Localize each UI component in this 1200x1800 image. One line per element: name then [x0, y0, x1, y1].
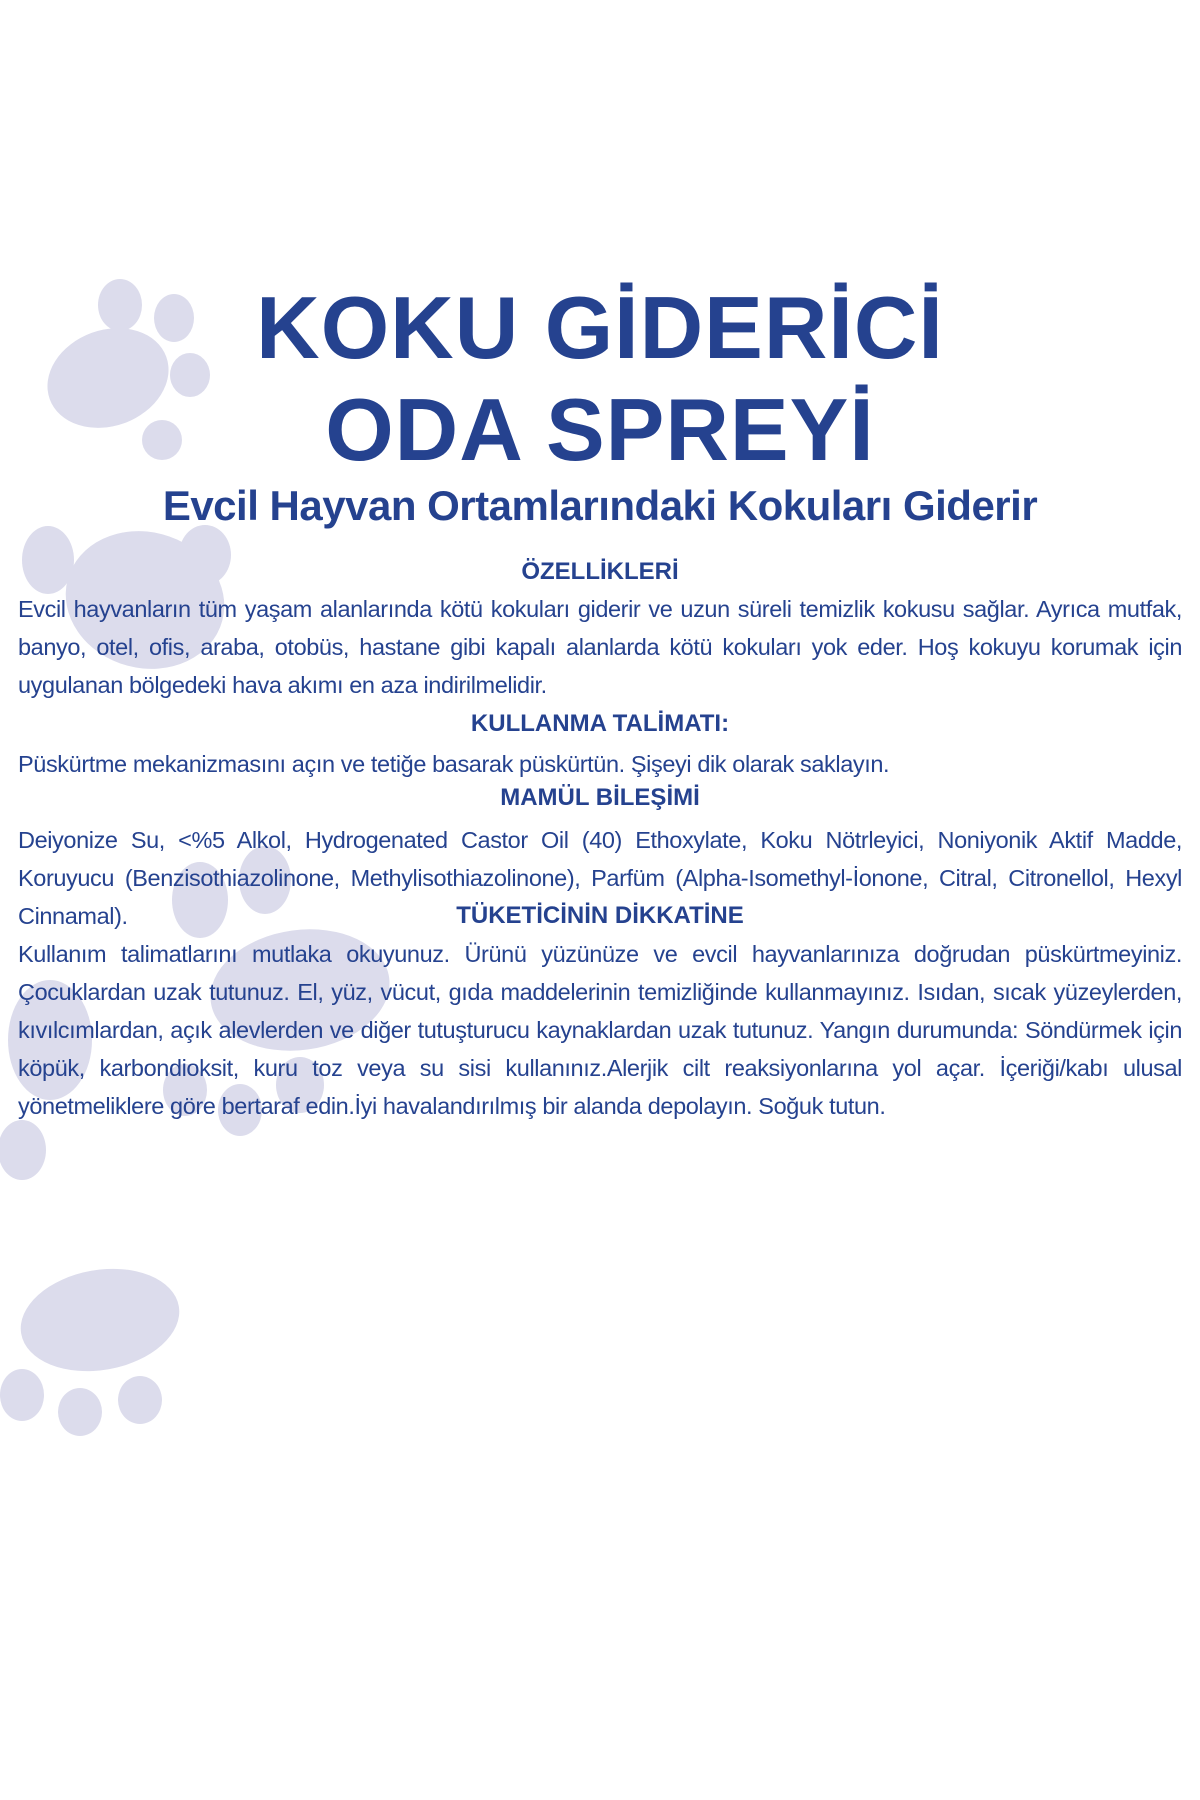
features-heading: ÖZELLİKLERİ — [521, 558, 679, 585]
features-text: Evcil hayvanların tüm yaşam alanlarında kötü kokuları giderir ve uzun süreli temizlik kokusu sağlar. Ayrıca mutfak, banyo, otel, ofis, araba, otobüs, hastane gibi kapalı alanlarda kötü kokuları yok eder. Hoş kokuyu korumak için uygulanan bölgedeki hava akımı en aza indirilmelidir. — [18, 596, 1182, 698]
composition-heading: MAMÜL BİLEŞİMİ — [500, 784, 700, 811]
paw-print-icon — [0, 1257, 187, 1436]
usage-text: Püskürtme mekanizmasını açın ve tetiğe basarak püskürtün. Şişeyi dik olarak saklayın. — [18, 751, 890, 777]
product-title-line-2: ODA SPREYİ — [325, 380, 875, 479]
composition-text: Deiyonize Su, <%5 Alkol, Hydrogenated Castor Oil (40) Ethoxylate, Koku Nötrleyici, Noniyonik Aktif Madde, Koruyucu (Benzisothiazolinone, Methylisothiazolinone), Parfüm (Alpha-Isomethyl-İonone, Citral, Citronellol, Hexyl Cinnamal). — [18, 827, 1182, 929]
usage-heading: KULLANMA TALİMATI: — [470, 710, 730, 737]
product-subtitle: Evcil Hayvan Ortamlarındaki Kokuları Giderir — [162, 482, 1038, 529]
product-title-line-1: KOKU GİDERİCİ — [256, 278, 944, 377]
warnings-text: Kullanım talimatlarını mutlaka okuyunuz. Ürünü yüzünüze ve evcil hayvanlarınıza doğrudan püskürtmeyiniz. Çocuklardan uzak tutunuz. El, yüz, vücut, gıda maddelerinin temizliğinde kullanmayınız. Isıdan, sıcak yüzeylerden, kıvılcımlardan, açık alevlerden ve diğer tutuşturucu kaynaklardan uzak tutunuz. Yangın durumunda: Söndürmek için köpük, karbondioksit, kuru toz veya su sisi kullanınız.Alerjik cilt reaksiyonlarına yol açar. İçeriği/kabı ulusal yönetmeliklere göre bertaraf edin.İyi havalandırılmış bir alanda depolayın. Soğuk tutun. — [18, 941, 1182, 1119]
warnings-heading: TÜKETİCİNİN DİKKATİNE — [456, 902, 744, 929]
